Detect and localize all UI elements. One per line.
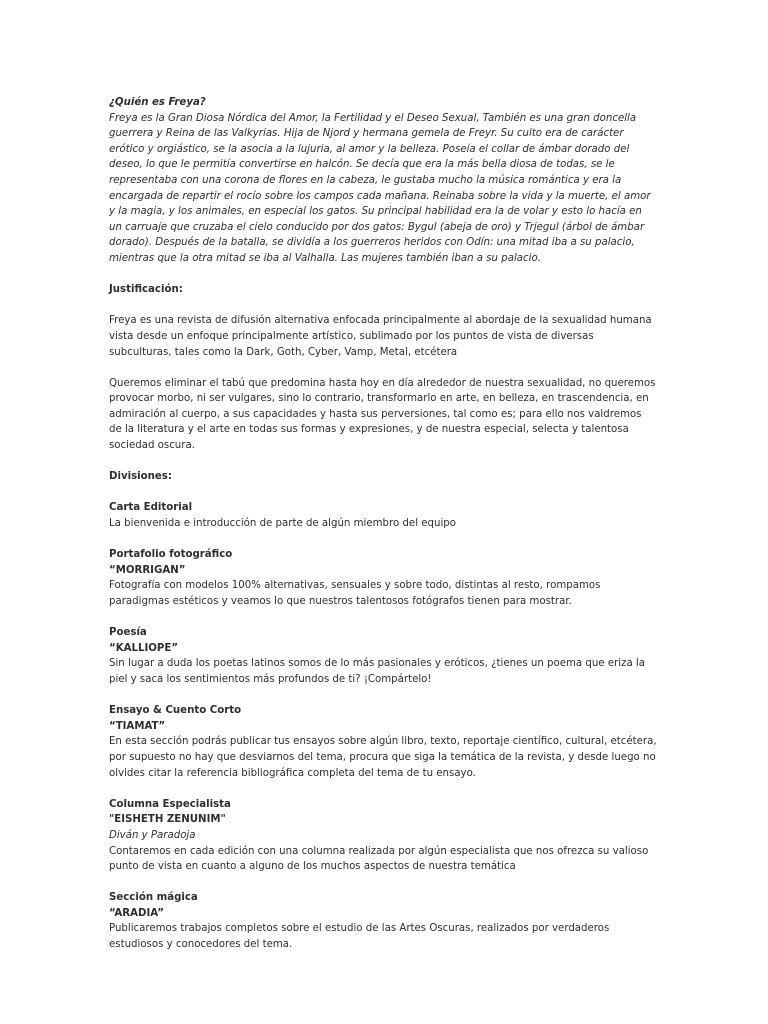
justification-paragraph-1: Freya es una revista de difusión alternativa enfocada principalmente al abordaje de la sexualidad humana vista desde un enfoque principalmente artístico, sublimado por los puntos de vista de diversas subculturas, tales como la Dark, Goth, Cyber, Vamp, Metal, etcétera — [109, 315, 652, 358]
spacer — [109, 298, 657, 314]
intro-paragraph: Freya es la Gran Diosa Nórdica del Amor, la Fertilidad y el Deseo Sexual, También es una gran doncella guerrera y Reina de las Valkyrias. Hija de Njord y hermana gemela de Freyr. Su culto era de carácter erótico y orgiástico, se la asocia a la lujuria, al amor y la belleza. Poseía el collar de ámbar dorado del deseo, lo que le permitía convertirse en halcón. Se decía que era la más bella diosa de todas, se le representaba con una corona de flores en la cabeza, le gustaba mucho la música romántica y era la encargada de repartir el rocío sobre los campos cada mañana. Reinaba sobre la vida y la muerte, el amor y la magia, y los animales, en especial los gatos. Su principal habilidad era la de volar y esto lo hacía en un carruaje que cruzaba el cielo conducido por dos gatos: Bygul (abeja de oro) y Trjegul (árbol de ámbar dorado). Después de la batalla, se dividía a los guerreros heridos con Odín: una mitad iba a su palacio, mientras que la otra mitad se iba al Valhalla. Las mujeres también iban a su palacio. — [109, 112, 651, 264]
justification-heading: Justificación: — [109, 284, 183, 296]
section-title: Ensayo & Cuento Corto — [109, 705, 242, 717]
spacer — [109, 485, 657, 501]
section-description: En esta sección podrás publicar tus ensayos sobre algún libro, texto, reportaje científico, cultural, etcétera, por supuesto no hay que desviarnos del tema, procura que siga la temática de la revista, y desde luego no olvides citar la referencia bibliográfica completa del tema de tu ensayo. — [109, 736, 657, 779]
section-title: Sección mágica — [109, 892, 198, 904]
section-poesia — [109, 625, 657, 687]
section-columna-especialista — [109, 797, 657, 875]
section-magica — [109, 890, 657, 952]
divisions-heading: Divisiones: — [109, 471, 172, 483]
section-name: "EISHETH ZENUNIM" — [109, 814, 226, 826]
intro-title: ¿Quién es Freya? — [109, 97, 206, 108]
section-name: “KALLIOPE” — [109, 642, 179, 654]
section-portafolio — [109, 547, 657, 609]
section-description: Publicaremos trabajos completos sobre el estudio de las Artes Oscuras, realizados por verdaderos estudiosos y conocedores del tema. — [109, 923, 610, 951]
document-page — [109, 95, 657, 953]
section-title: Portafolio fotográfico — [109, 549, 233, 561]
section-name: “ARADIA” — [109, 907, 164, 919]
section-description: Fotografía con modelos 100% alternativas, sensuales y sobre todo, distintas al resto, rompamos paradigmas estéticos y veamos lo que nuestros talentosos fotógrafos tienen para mostrar. — [109, 580, 601, 607]
section-title: Columna Especialista — [109, 798, 231, 810]
section-description: La bienvenida e introducción de parte de algún miembro del equipo — [109, 518, 456, 530]
justification-paragraph-2: Queremos eliminar el tabú que predomina hasta hoy en día alrededor de nuestra sexualidad, no queremos provocar morbo, ni ser vulgares, sino lo contrario, transformarlo en arte, en belleza, en trascendencia, en admiración al cuerpo, a sus capacidades y hasta sus perversiones, tal como es; para ello nos valdremos de la literatura y el arte en todas sus formas y expresiones, y de nuestra especial, selecta y talentosa sociedad oscura. — [109, 377, 656, 452]
section-ensayo — [109, 703, 657, 781]
spacer — [109, 360, 657, 376]
section-name: “TIAMAT” — [109, 720, 166, 732]
section-description: Sin lugar a duda los poetas latinos somos de lo más pasionales y eróticos, ¿tienes un poema que eriza la piel y saca los sentimientos más profundos de ti? ¡Compártelo! — [109, 658, 646, 685]
section-title: Poesía — [109, 627, 147, 639]
spacer — [109, 454, 657, 470]
section-title: Carta Editorial — [109, 502, 193, 514]
spacer — [109, 267, 657, 283]
section-description: Contaremos en cada edición con una columna realizada por algún especialista que nos ofrezca su valioso punto de vista en cuanto a alguno de los muchos aspectos de nuestra temática — [109, 845, 649, 873]
section-name: “MORRIGAN” — [109, 564, 186, 576]
section-subtitle: Diván y Paradoja — [109, 829, 196, 841]
section-carta-editorial — [109, 500, 657, 531]
